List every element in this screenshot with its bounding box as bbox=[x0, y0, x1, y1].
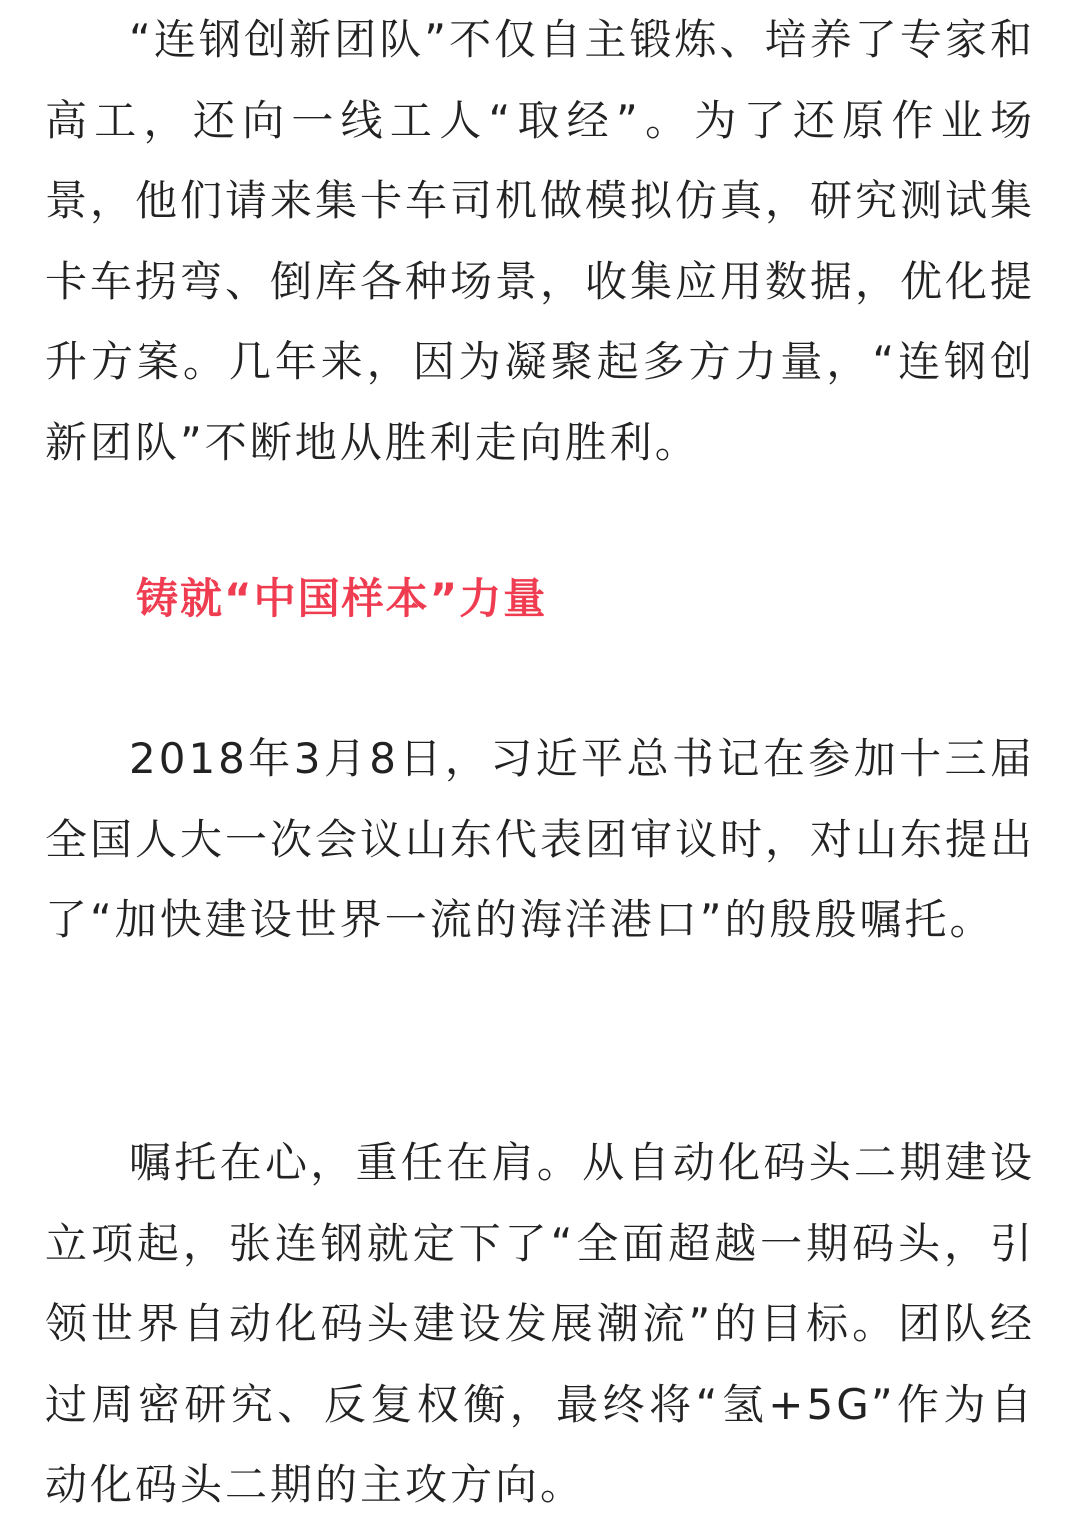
paragraph-2018-instruction: 2018年3月8日，习近平总书记在参加十三届全国人大一次会议山东代表团审议时，对山东提出了“加快建设世界一流的海洋港口”的殷殷嘱托。 bbox=[45, 734, 1036, 944]
paragraph-phase-two-goal: 嘱托在心，重任在肩。从自动化码头二期建设立项起，张连钢就定下了“全面超越一期码头，引领世界自动化码头建设发展潮流”的目标。团队经过周密研究、反复权衡，最终将“氢+5G”作为自动化码头二期的主攻方向。 bbox=[45, 1138, 1035, 1509]
paragraph-team-learning: “连钢创新团队”不仅自主锻炼、培养了专家和高工，还向一线工人“取经”。为了还原作业场景，他们请来集卡车司机做模拟仿真，研究测试集卡车拐弯、倒库各种场景，收集应用数据，优化提升方案。几年来，因为凝聚起多方力量，“连钢创新团队”不断地从胜利走向胜利。 bbox=[45, 15, 1036, 467]
section-title: 铸就“中国样本”力量 bbox=[136, 574, 548, 623]
